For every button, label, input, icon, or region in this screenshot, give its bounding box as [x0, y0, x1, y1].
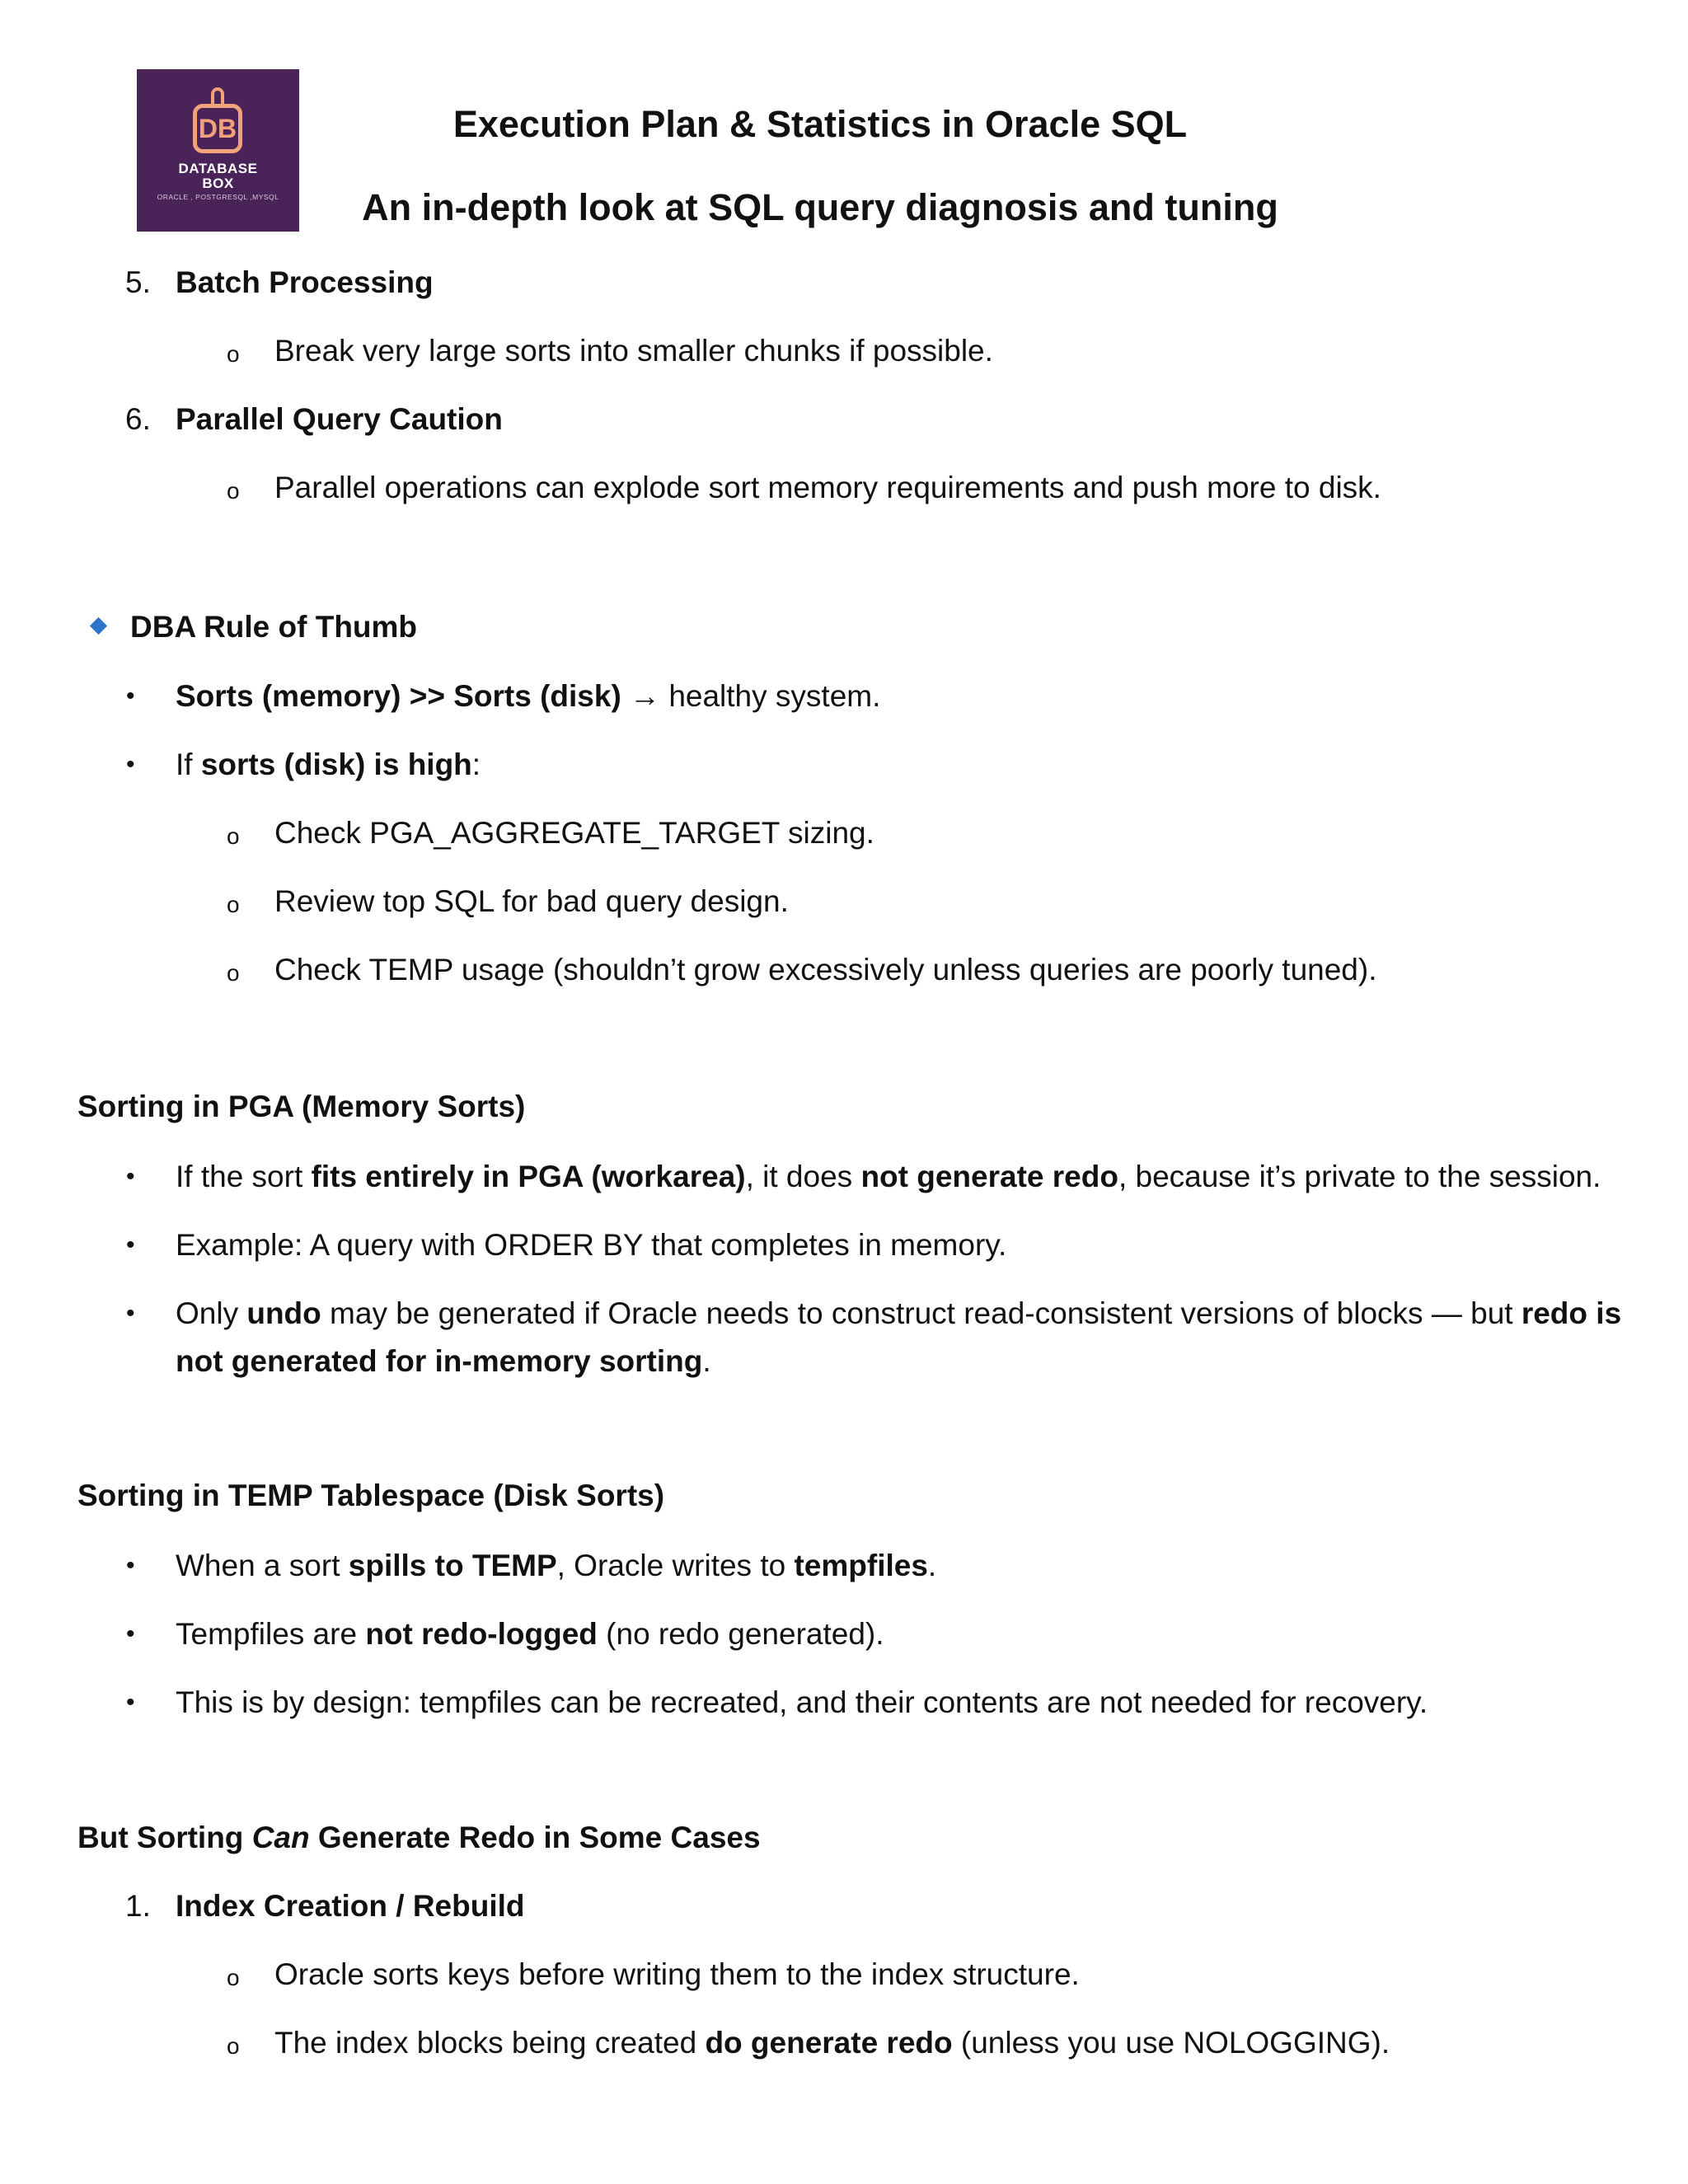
list-number: 5.: [125, 265, 151, 299]
bullet-item: If the sort fits entirely in PGA (workarea), it does not generate redo, because it’s private to the session.: [176, 1160, 1601, 1193]
section-heading: Sorting in TEMP Tablespace (Disk Sorts): [77, 1479, 665, 1512]
list-item-label: Batch Processing: [176, 265, 434, 299]
db-badge: DB: [193, 104, 242, 153]
bullet-item: Example: A query with ORDER BY that completes in memory.: [176, 1228, 1007, 1262]
bullet-icon: •: [126, 1231, 135, 1258]
logo-tagline: ORACLE , POSTGRESQL ,MYSQL: [157, 193, 279, 201]
bullet-icon: •: [126, 1689, 135, 1716]
sub-item: Oracle sorts keys before writing them to the index structure.: [274, 1957, 1080, 1991]
logo-name: DATABASE BOX: [178, 161, 258, 191]
sub-item: Break very large sorts into smaller chunks if possible.: [274, 334, 993, 368]
circle-bullet-icon: o: [227, 892, 240, 917]
sub-item: Review top SQL for bad query design.: [274, 884, 789, 918]
list-item-label: Parallel Query Caution: [176, 402, 503, 436]
bullet-icon: •: [126, 682, 135, 710]
bullet-icon: •: [126, 1620, 135, 1647]
bullet-item: When a sort spills to TEMP, Oracle writes to tempfiles.: [176, 1549, 937, 1582]
circle-bullet-icon: o: [227, 2033, 240, 2059]
diamond-bullet-icon: [90, 617, 107, 635]
bullet-icon: •: [126, 1552, 135, 1579]
sub-item: Parallel operations can explode sort memory requirements and push more to disk.: [274, 471, 1381, 504]
bullet-item: Only undo may be generated if Oracle needs to construct read-consistent versions of blocks — but redo is: [176, 1296, 1622, 1330]
page-title: Execution Plan & Statistics in Oracle SQL: [452, 103, 1188, 145]
sub-item: The index blocks being created do generate redo (unless you use NOLOGGING).: [274, 2026, 1390, 2060]
bullet-item: This is by design: tempfiles can be recreated, and their contents are not needed for recovery.: [176, 1685, 1428, 1719]
bullet-icon: •: [126, 1300, 135, 1327]
bullet-icon: •: [126, 1163, 135, 1190]
list-number: 1.: [125, 1889, 151, 1923]
circle-bullet-icon: o: [227, 341, 240, 367]
page-subtitle: An in-depth look at SQL query diagnosis and tuning: [362, 186, 1278, 228]
circle-bullet-icon: o: [227, 960, 240, 986]
circle-bullet-icon: o: [227, 823, 240, 849]
bullet-icon: •: [126, 751, 135, 778]
bullet-item: Tempfiles are not redo-logged (no redo generated).: [176, 1617, 884, 1651]
bullet-item: Sorts (memory) >> Sorts (disk) → healthy system.: [176, 679, 881, 713]
list-item-label: Index Creation / Rebuild: [176, 1889, 525, 1923]
section-heading: Sorting in PGA (Memory Sorts): [77, 1090, 526, 1123]
section-heading: But Sorting Can Generate Redo in Some Cases: [77, 1821, 761, 1854]
bullet-item-continuation: not generated for in-memory sorting.: [176, 1344, 711, 1378]
section-heading: DBA Rule of Thumb: [130, 610, 418, 644]
list-number: 6.: [125, 402, 151, 436]
circle-bullet-icon: o: [227, 478, 240, 504]
bullet-item: If sorts (disk) is high:: [176, 748, 481, 781]
sub-item: Check TEMP usage (shouldn’t grow excessively unless queries are poorly tuned).: [274, 953, 1377, 987]
circle-bullet-icon: o: [227, 1965, 240, 1990]
sub-item: Check PGA_AGGREGATE_TARGET sizing.: [274, 816, 874, 850]
